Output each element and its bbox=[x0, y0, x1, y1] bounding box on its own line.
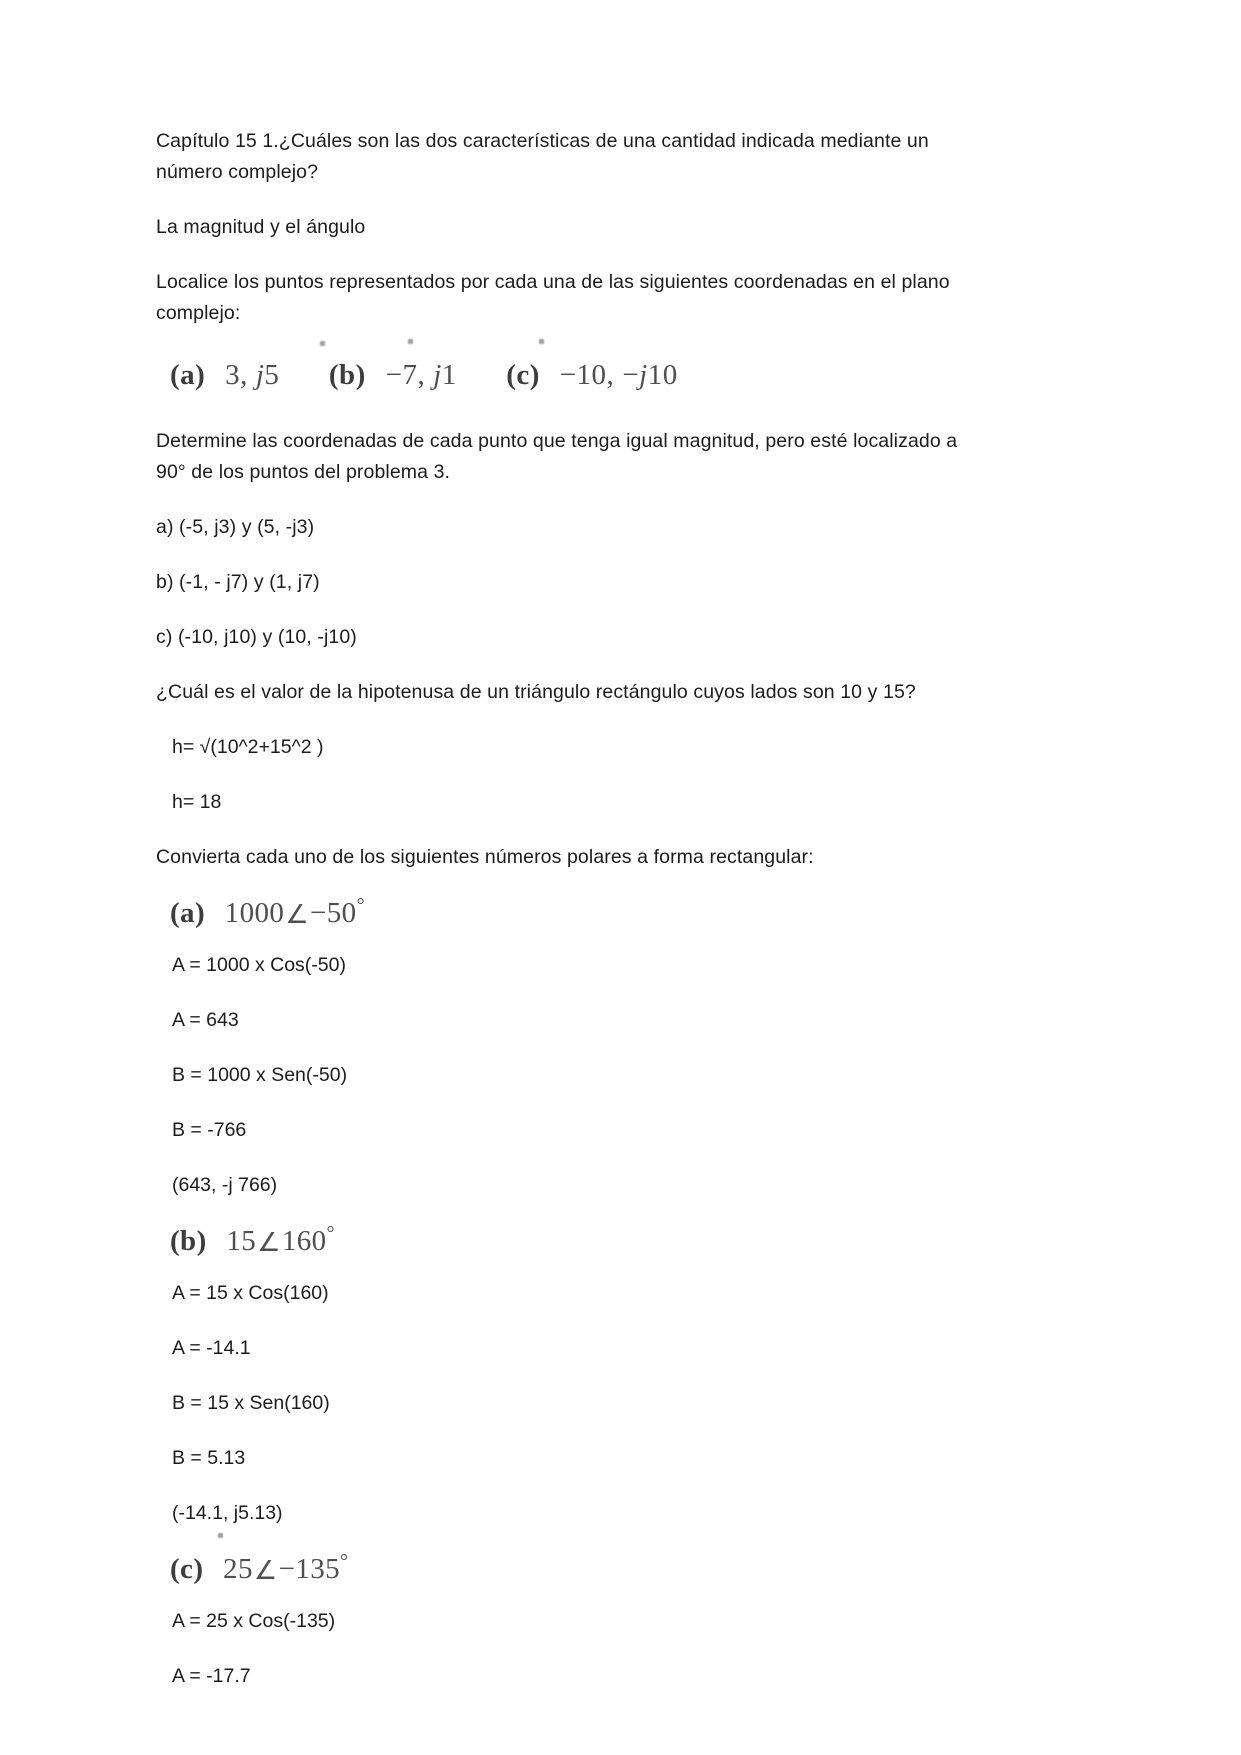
question-2-text: Localice los puntos representados por cada una de las siguientes coordenadas en el plano complejo: bbox=[156, 271, 950, 324]
coord-expr-c-sign: − bbox=[622, 359, 640, 391]
angle-icon: ∠ bbox=[253, 1556, 278, 1586]
answer-4-line-2: h= 18 bbox=[172, 791, 222, 813]
polar-b-degree: ° bbox=[326, 1222, 335, 1245]
answer-1-text: La magnitud y el ángulo bbox=[156, 216, 366, 238]
coord-expr-c-real: −10, bbox=[559, 359, 615, 391]
polar-b-magnitude: 15 bbox=[226, 1225, 257, 1257]
polar-b-label: (b) bbox=[170, 1225, 207, 1257]
polar-c-angle: −135 bbox=[278, 1553, 341, 1585]
polar-formula-a-image bbox=[156, 894, 1086, 930]
coord-expr-b-imag: 1 bbox=[441, 359, 457, 391]
coord-expr-b-j: j bbox=[433, 359, 442, 391]
coord-expr-a-imag: 5 bbox=[264, 359, 280, 391]
question-5-text: Convierta cada uno de los siguientes números polares a forma rectangular: bbox=[156, 846, 814, 868]
polar-formula-c-image bbox=[156, 1550, 1086, 1586]
document-content bbox=[156, 126, 1086, 1716]
answer-3a-text: a) (-5, j3) y (5, -j3) bbox=[156, 516, 315, 538]
polar-c-magnitude: 25 bbox=[223, 1553, 253, 1585]
polar-a-magnitude: 1000 bbox=[224, 897, 285, 929]
scan-speck-icon bbox=[408, 339, 413, 344]
polar-a-step-1: A = 1000 x Cos(-50) bbox=[172, 954, 346, 976]
polar-b-step-2: A = -14.1 bbox=[172, 1337, 251, 1359]
angle-icon: ∠ bbox=[285, 900, 309, 930]
polar-c-step-1: A = 25 x Cos(-135) bbox=[172, 1610, 336, 1632]
question-1-text: Capítulo 15 1.¿Cuáles son las dos características de una cantidad indicada mediante un número complejo? bbox=[156, 130, 929, 183]
answer-3c-text: c) (-10, j10) y (10, -j10) bbox=[156, 626, 357, 648]
polar-a-step-5: (643, -j 766) bbox=[172, 1174, 278, 1196]
polar-formula-b-image bbox=[156, 1222, 1086, 1258]
coord-label-c: (c) bbox=[506, 359, 540, 391]
scan-speck-icon bbox=[539, 339, 544, 344]
polar-c-degree: ° bbox=[340, 1550, 349, 1573]
angle-icon: ∠ bbox=[257, 1228, 281, 1258]
scan-speck-icon bbox=[218, 1533, 223, 1538]
polar-b-step-5: (-14.1, j5.13) bbox=[172, 1502, 283, 1524]
coord-expr-a-real: 3, bbox=[225, 359, 248, 391]
polar-a-step-3: B = 1000 x Sen(-50) bbox=[172, 1064, 348, 1086]
coord-label-a: (a) bbox=[170, 359, 206, 391]
polar-c-step-2: A = -17.7 bbox=[172, 1665, 251, 1687]
coordinates-formula-image bbox=[156, 359, 1086, 392]
polar-a-step-2: A = 643 bbox=[172, 1009, 239, 1031]
coord-label-b: (b) bbox=[328, 359, 366, 391]
polar-a-degree: ° bbox=[356, 894, 365, 917]
polar-b-step-1: A = 15 x Cos(160) bbox=[172, 1282, 329, 1304]
answer-3b-text: b) (-1, - j7) y (1, j7) bbox=[156, 571, 320, 593]
polar-c-label: (c) bbox=[170, 1553, 204, 1585]
coord-expr-c-j: j bbox=[639, 359, 648, 391]
polar-a-angle: −50 bbox=[310, 897, 357, 929]
polar-b-angle: 160 bbox=[281, 1225, 327, 1257]
polar-a-step-4: B = -766 bbox=[172, 1119, 247, 1141]
polar-b-step-3: B = 15 x Sen(160) bbox=[172, 1392, 330, 1414]
question-3-text: Determine las coordenadas de cada punto que tenga igual magnitud, pero esté localizado a 90° de los puntos del problema 3. bbox=[156, 430, 958, 483]
coord-expr-c-imag: 10 bbox=[647, 359, 678, 391]
coord-expr-b-real: −7, bbox=[385, 359, 426, 391]
scan-speck-icon bbox=[320, 341, 325, 346]
polar-b-step-4: B = 5.13 bbox=[172, 1447, 246, 1469]
answer-4-line-1: h= √(10^2+15^2 ) bbox=[172, 736, 324, 758]
coord-expr-a-j: j bbox=[255, 359, 265, 391]
polar-a-label: (a) bbox=[170, 897, 206, 929]
question-4-text: ¿Cuál es el valor de la hipotenusa de un triángulo rectángulo cuyos lados son 10 y 15? bbox=[156, 681, 916, 703]
